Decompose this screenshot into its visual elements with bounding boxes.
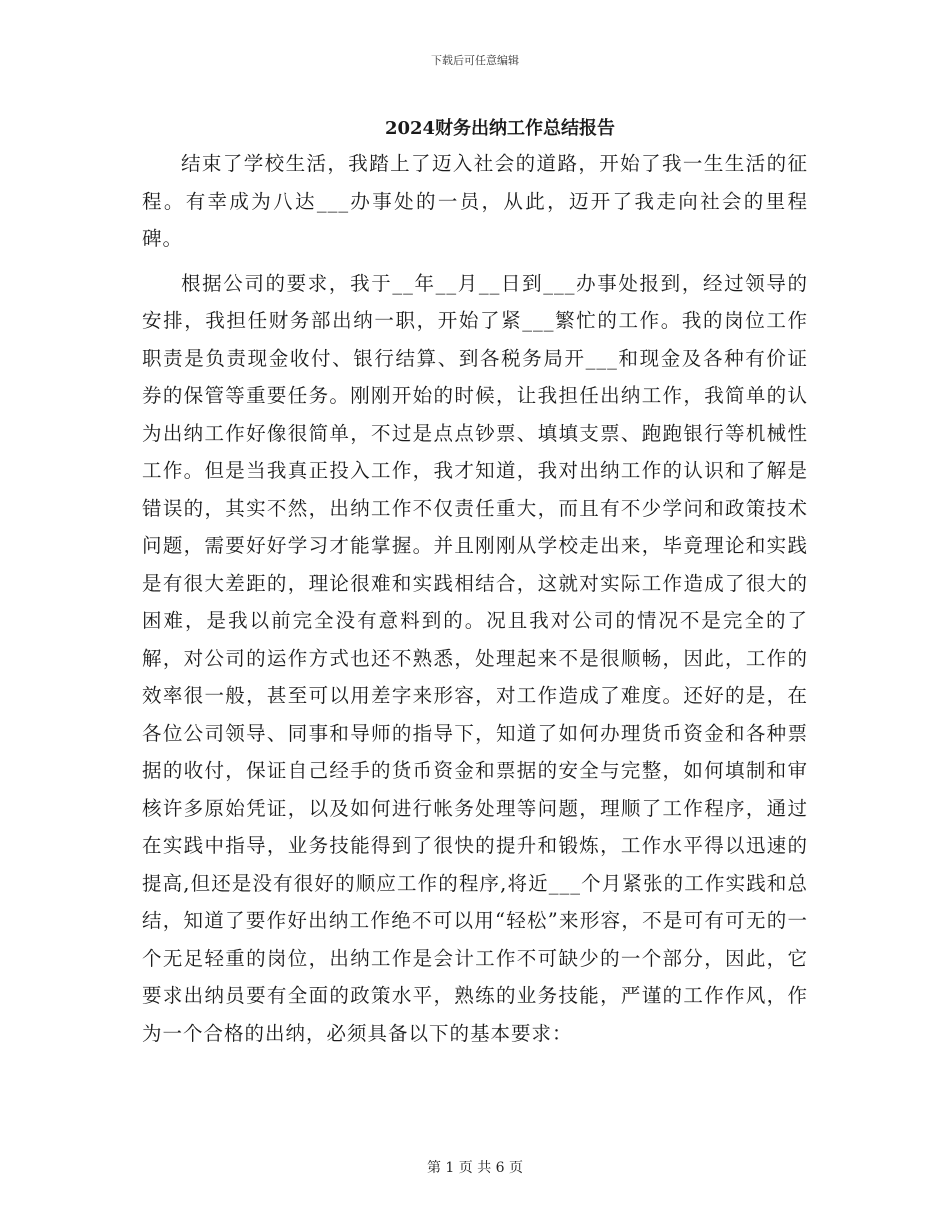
page-header-note: 下载后可任意编辑 xyxy=(431,54,519,67)
document-body xyxy=(142,145,808,1059)
page-number-footer: 第 1 页 共 6 页 xyxy=(426,1160,524,1176)
paragraph-1: 结束了学校生活，我踏上了迈入社会的道路，开始了我一生生活的征程。有幸成为八达___办事处的一员，从此，迈开了我走向社会的里程碑。 xyxy=(142,152,808,250)
paragraph-2: 根据公司的要求，我于__年__月__日到___办事处报到，经过领导的安排，我担任财务部出纳一职，开始了紧___繁忙的工作。我的岗位工作职责是负责现金收付、银行结算、到各税务局开___和现金及各种有价证券的保管等重要任务。刚刚开始的时候，让我担任出纳工作，我简单的认为出纳工作好像很简单，不过是点点钞票、填填支票、跑跑银行等机械性工作。但是当我真正投入工作，我才知道，我对出纳工作的认识和了解是错误的，其实不然，出纳工作不仅责任重大，而且有不少学问和政策技术问题，需要好好学习才能掌握。并且刚刚从学校走出来，毕竟理论和实践是有很大差距的，理论很难和实践相结合，这就对实际工作造成了很大的困难，是我以前完全没有意料到的。况且我对公司的情况不是完全的了解，对公司的运作方式也还不熟悉，处理起来不是很顺畅，因此，工作的效率很一般，甚至可以用差字来形容，对工作造成了难度。还好的是，在各位公司领导、同事和导师的指导下，知道了如何办理货币资金和各种票据的收付，保证自己经手的货币资金和票据的安全与完整，如何填制和审核许多原始凭证，以及如何进行帐务处理等问题，理顺了工作程序，通过在实践中指导，业务技能得到了很快的提升和锻炼，工作水平得以迅速的提高,但还是没有很好的顺应工作的程序,将近___个月紧张的工作实践和总结，知道了要作好出纳工作绝不可以用“轻松”来形容，不是可有可无的一个无足轻重的岗位，出纳工作是会计工作不可缺少的一个部分，因此，它要求出纳员要有全面的政策水平，熟练的业务技能，严谨的工作作风，作为一个合格的出纳，必须具备以下的基本要求： xyxy=(142,271,808,1045)
document-title: 2024财务出纳工作总结报告 xyxy=(384,118,616,139)
